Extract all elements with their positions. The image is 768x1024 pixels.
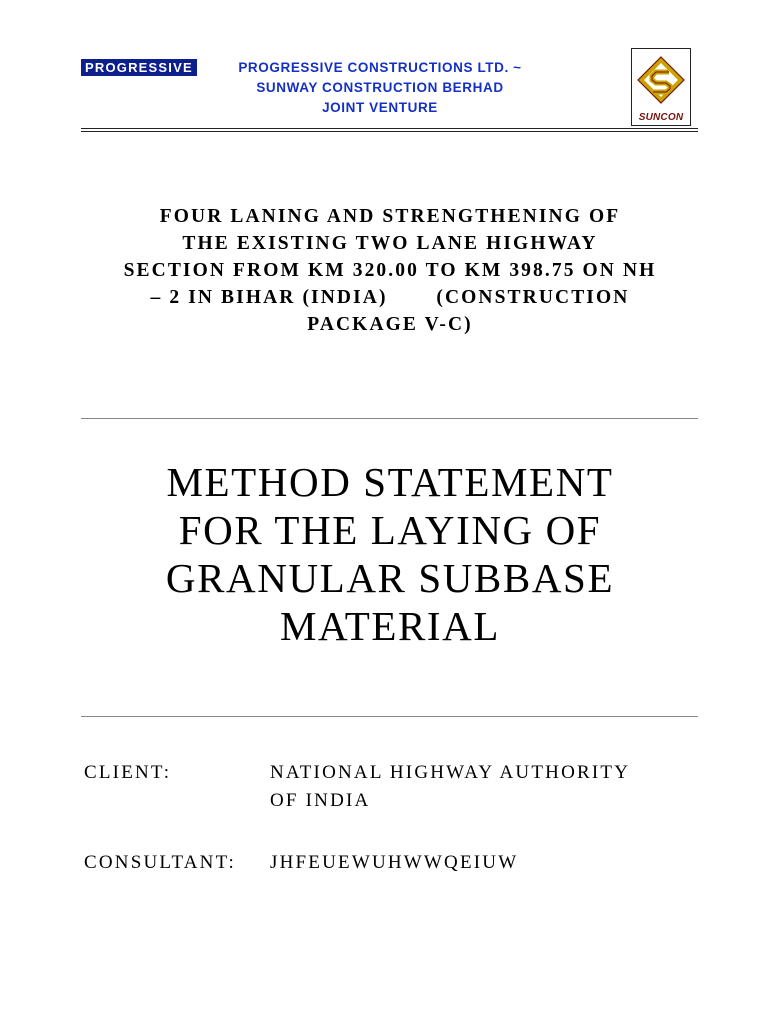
logo-text: SUNCON xyxy=(638,112,684,123)
client-label: CLIENT: xyxy=(84,762,172,783)
document-header xyxy=(0,0,768,140)
project-title-line: SECTION FROM KM 320.00 TO KM 398.75 ON NH xyxy=(123,260,657,281)
project-title xyxy=(84,203,696,338)
document-title-line: FOR THE LAYING OF xyxy=(178,507,602,553)
project-title-line: – 2 IN BIHAR (INDIA) (CONSTRUCTION xyxy=(150,287,630,308)
company-line: PROGRESSIVE CONSTRUCTIONS LTD. ~ xyxy=(238,60,522,75)
company-line: JOINT VENTURE xyxy=(322,100,438,115)
document-title-line: GRANULAR SUBBASE xyxy=(165,555,615,601)
header-rule xyxy=(81,128,698,132)
company-line: SUNWAY CONSTRUCTION BERHAD xyxy=(256,80,504,95)
project-title-line: THE EXISTING TWO LANE HIGHWAY xyxy=(182,233,598,254)
company-name-block xyxy=(215,58,545,118)
client-value xyxy=(270,759,630,815)
progressive-badge: PROGRESSIVE xyxy=(81,59,197,76)
client-value-line: NATIONAL HIGHWAY AUTHORITY xyxy=(270,762,631,783)
project-title-line: PACKAGE V-C) xyxy=(307,314,473,335)
divider-bottom xyxy=(81,716,698,717)
suncon-logo xyxy=(631,48,691,126)
client-value-line: OF INDIA xyxy=(270,790,371,811)
suncon-logo-icon xyxy=(636,55,686,109)
document-title-line: MATERIAL xyxy=(279,603,501,649)
document-title xyxy=(84,458,696,650)
document-title-line: METHOD STATEMENT xyxy=(166,459,614,505)
divider-top xyxy=(81,418,698,419)
consultant-value: JHFEUEWUHWWQEIUW xyxy=(270,852,519,873)
project-title-line: FOUR LANING AND STRENGTHENING OF xyxy=(159,206,621,227)
consultant-label: CONSULTANT: xyxy=(84,852,236,873)
